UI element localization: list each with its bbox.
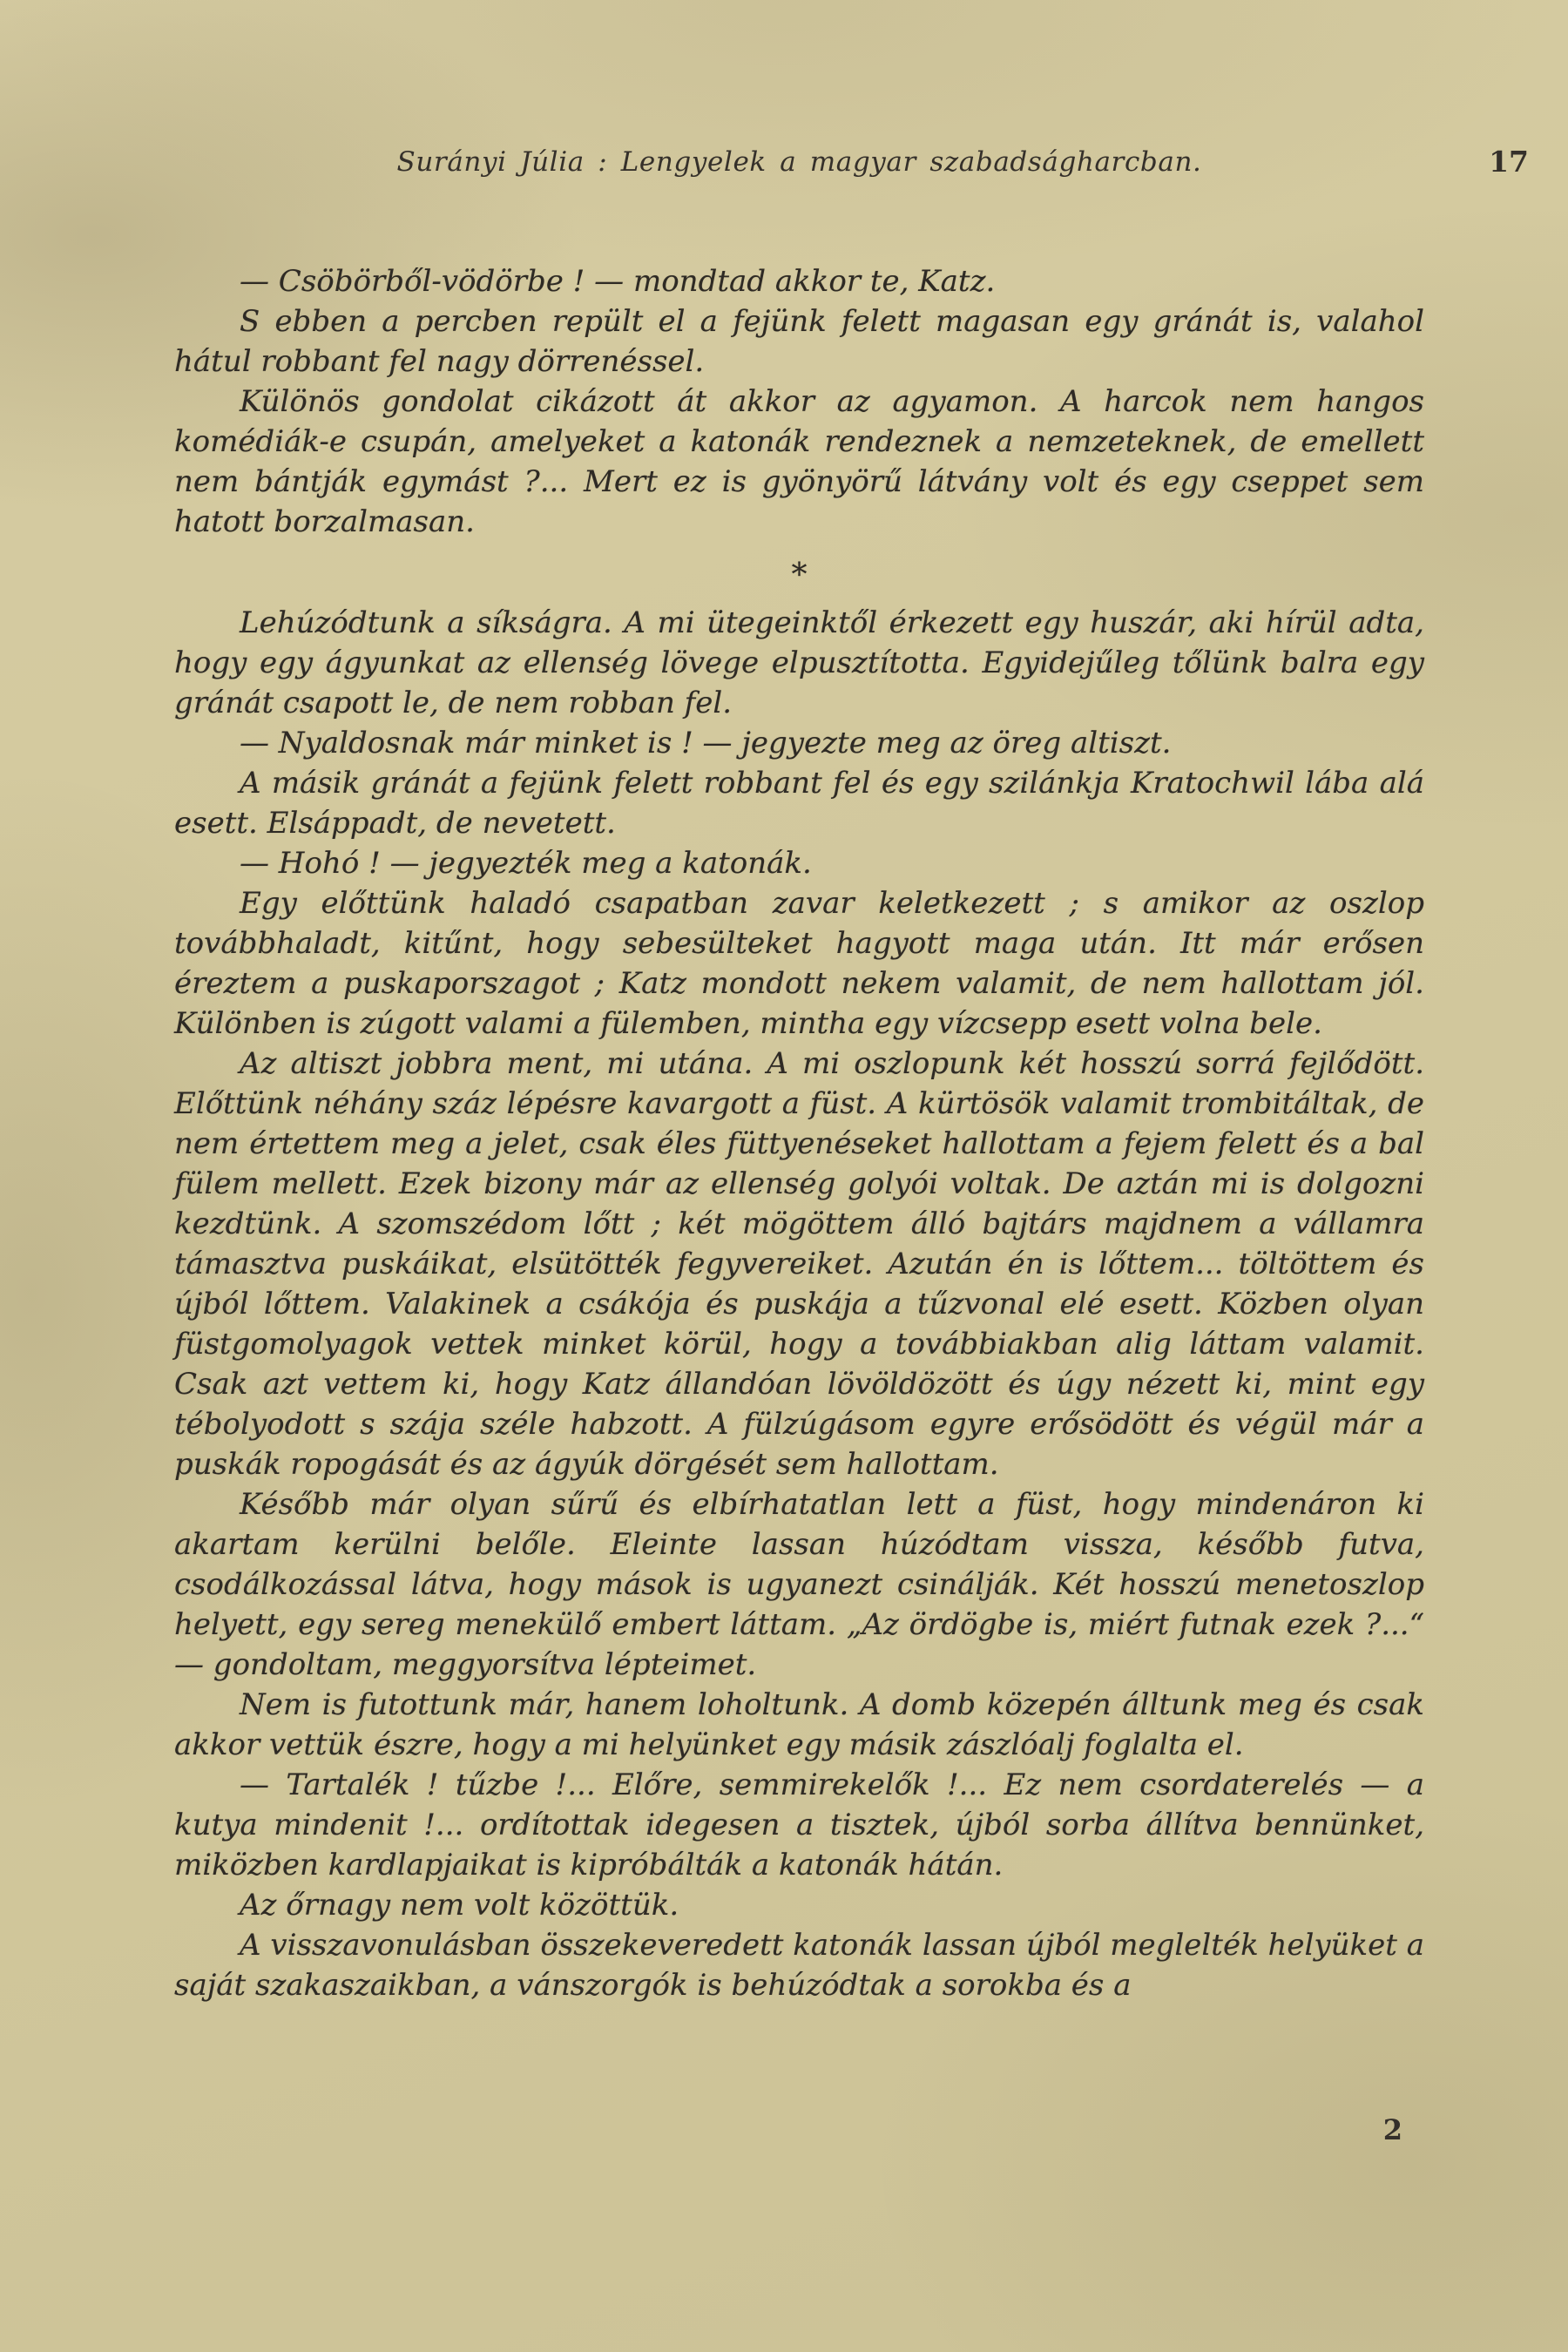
running-header-title: Surányi Júlia : Lengyelek a magyar szabadságharcban. (396, 146, 1202, 178)
paragraph: S ebben a percben repült el a fejünk felett magasan egy gránát is, valahol hátul robbant fel nagy dörrenéssel. (174, 304, 1424, 379)
paragraph: — Csöbörből-vödörbe ! — mondtad akkor te, Katz. (240, 264, 996, 299)
paragraph: — Nyaldosnak már minket is ! — jegyezte meg az öreg altiszt. (240, 726, 1172, 760)
body-text-block (174, 261, 1424, 2005)
paragraph: Az altiszt jobbra ment, mi utána. A mi oszlopunk két hosszú sorrá fejlődött. Előttünk néhány száz lépésre kavargott a füst. A kürtösök valamit trombitáltak, de nem értettem meg a jelet, csak éles füttyenéseket hallottam a fejem felett és a bal fülem mellett. Ezek bizony már az ellenség golyói voltak. De aztán mi is dolgozni kezdtünk. A szomszédom lőtt ; két mögöttem álló bajtárs majdnem a vállamra támasztva puskáikat, elsütötték fegyvereiket. Azután én is lőttem... töltöttem és újból lőttem. Valakinek a csákója és puskája a tűzvonal elé esett. Közben olyan füstgomolyagok vettek minket körül, hogy a továbbiakban alig láttam valamit. Csak azt vettem ki, hogy Katz állandóan lövöldözött és úgy nézett ki, mint egy tébolyodott s szája széle habzott. A fülzúgásom egyre erősödött és végül már a puskák ropogását és az ágyúk dörgését sem hallottam. (174, 1046, 1424, 1482)
page-number: 17 (1489, 145, 1529, 179)
paragraph: — Tartalék ! tűzbe !... Előre, semmirekelők !... Ez nem csordaterelés — a kutya mindenit !... ordítottak idegesen a tisztek, újból sorba állítva bennünket, miközben kardlapjaikat is kipróbálták a katonák hátán. (174, 1767, 1424, 1882)
paragraph: Különös gondolat cikázott át akkor az agyamon. A harcok nem hangos komédiák-e csupán, amelyeket a katonák rendeznek a nemzeteknek, de emellett nem bántják egymást ?... Mert ez is gyönyörű látvány volt és egy cseppet sem hatott borzalmasan. (174, 384, 1424, 539)
paragraph: Egy előttünk haladó csapatban zavar keletkezett ; s amikor az oszlop továbbhaladt, kitűnt, hogy sebesülteket hagyott maga után. Itt már erősen éreztem a puskaporszagot ; Katz mondott nekem valamit, de nem hallottam jól. Különben is zúgott valami a fülemben, mintha egy vízcsepp esett volna bele. (174, 886, 1424, 1041)
paragraph: Nem is futottunk már, hanem loholtunk. A domb közepén álltunk meg és csak akkor vettük észre, hogy a mi helyünket egy másik zászlóalj foglalta el. (174, 1687, 1424, 1762)
paragraph: Lehúzódtunk a síkságra. A mi ütegeinktől érkezett egy huszár, aki hírül adta, hogy egy ágyunkat az ellenség lövege elpusztította. Egyidejűleg tőlünk balra egy gránát csapott le, de nem robban fel. (174, 605, 1424, 720)
section-break-asterisk: * (791, 558, 808, 593)
paragraph: A visszavonulásban összekeveredett katonák lassan újból meglelték helyüket a saját szakaszaikban, a vánszorgók is behúzódtak a sorokba és a (174, 1928, 1424, 2003)
paragraph: A másik gránát a fejünk felett robbant fel és egy szilánkja Kratochwil lába alá esett. Elsáppadt, de nevetett. (174, 766, 1424, 841)
paragraph: Később már olyan sűrű és elbírhatatlan lett a füst, hogy mindenáron ki akartam kerülni belőle. Eleinte lassan húzódtam vissza, később futva, csodálkozással látva, hogy mások is ugyanezt csinálják. Két hosszú menetoszlop helyett, egy sereg menekülő embert láttam. „Az ördögbe is, miért futnak ezek ?...“ — gondoltam, meggyorsítva lépteimet. (174, 1487, 1424, 1682)
paragraph: — Hohó ! — jegyezték meg a katonák. (240, 846, 812, 881)
sheet-signature-number: 2 (1382, 2113, 1402, 2146)
paragraph: Az őrnagy nem volt közöttük. (240, 1888, 679, 1923)
